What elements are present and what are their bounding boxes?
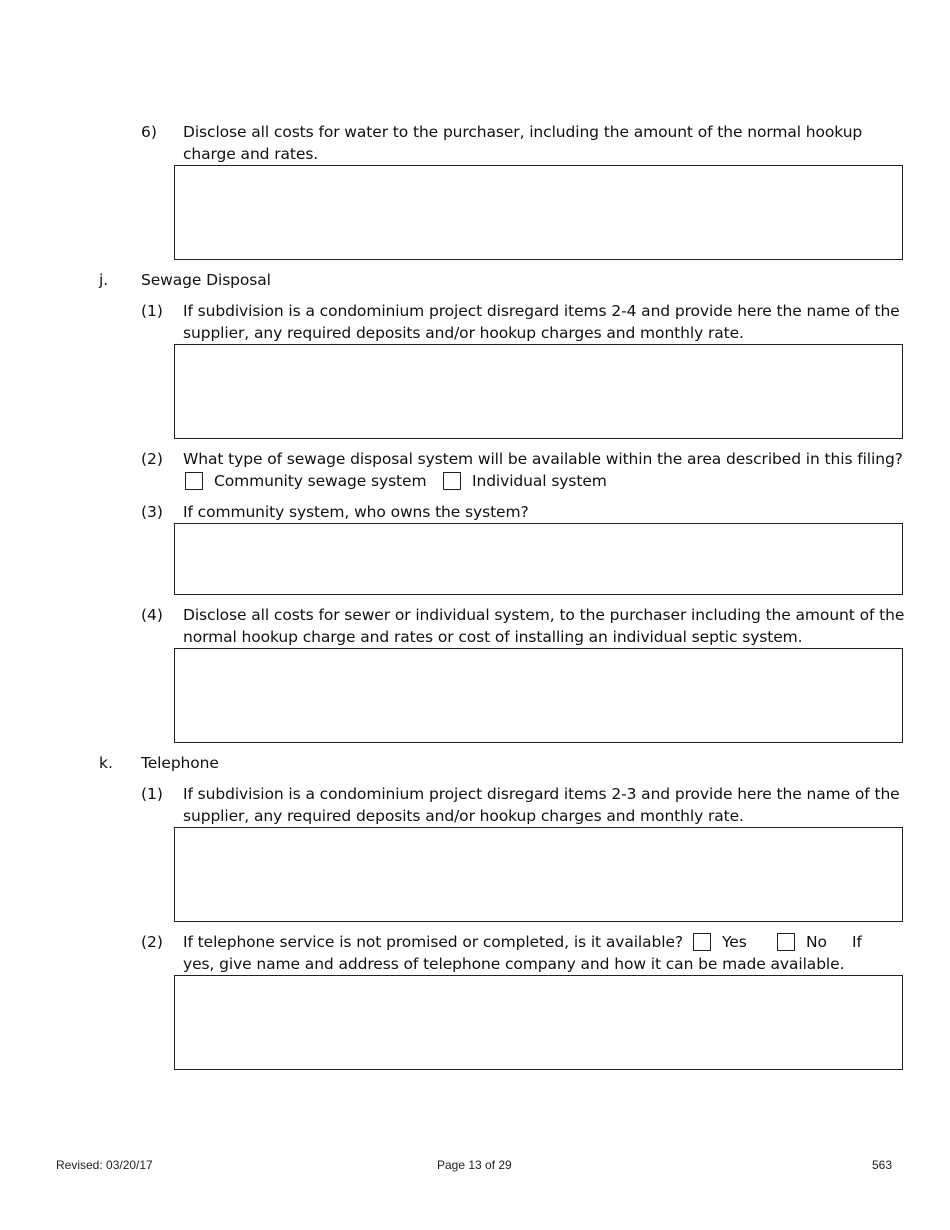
footer-form-number: 563 xyxy=(872,1158,893,1172)
k1-number: (1) xyxy=(141,785,163,803)
community-sewage-checkbox[interactable] xyxy=(185,472,203,490)
system-owner-field[interactable] xyxy=(174,523,903,595)
telephone-no-checkbox[interactable] xyxy=(777,933,795,951)
section-j-letter: j. xyxy=(99,271,109,289)
j1-text-line2: supplier, any required deposits and/or hookup charges and monthly rate. xyxy=(183,324,744,342)
j4-text-line1: Disclose all costs for sewer or individual system, to the purchaser including the amount of the xyxy=(183,606,905,624)
community-sewage-label: Community sewage system xyxy=(214,472,427,490)
footer-revised-date: Revised: 03/20/17 xyxy=(56,1158,153,1172)
j1-number: (1) xyxy=(141,302,163,320)
j1-text-line1: If subdivision is a condominium project disregard items 2-4 and provide here the name of the xyxy=(183,302,900,320)
sewage-supplier-field[interactable] xyxy=(174,344,903,439)
telephone-if-text: If xyxy=(852,933,862,951)
sewer-costs-field[interactable] xyxy=(174,648,903,743)
j2-text-line1: What type of sewage disposal system will be available within the area described in this filing? xyxy=(183,450,903,468)
k1-text-line1: If subdivision is a condominium project disregard items 2-3 and provide here the name of the xyxy=(183,785,900,803)
telephone-supplier-field[interactable] xyxy=(174,827,903,922)
section-k-title: Telephone xyxy=(141,754,219,772)
section-k-letter: k. xyxy=(99,754,113,772)
item-6-text-line1: Disclose all costs for water to the purchaser, including the amount of the normal hookup xyxy=(183,123,863,141)
k2-text-line2: yes, give name and address of telephone company and how it can be made available. xyxy=(183,955,845,973)
telephone-company-field[interactable] xyxy=(174,975,903,1070)
j4-number: (4) xyxy=(141,606,163,624)
section-j-title: Sewage Disposal xyxy=(141,271,271,289)
individual-system-checkbox[interactable] xyxy=(443,472,461,490)
telephone-no-label: No xyxy=(806,933,827,951)
k1-text-line2: supplier, any required deposits and/or hookup charges and monthly rate. xyxy=(183,807,744,825)
item-6-text-line2: charge and rates. xyxy=(183,145,319,163)
j3-text-line1: If community system, who owns the system? xyxy=(183,503,529,521)
j4-text-line2: normal hookup charge and rates or cost of installing an individual septic system. xyxy=(183,628,803,646)
telephone-yes-checkbox[interactable] xyxy=(693,933,711,951)
individual-system-label: Individual system xyxy=(472,472,607,490)
k2-number: (2) xyxy=(141,933,163,951)
k2-text-line1: If telephone service is not promised or completed, is it available? xyxy=(183,933,684,951)
telephone-yes-label: Yes xyxy=(722,933,747,951)
item-6-number: 6) xyxy=(141,123,157,141)
j3-number: (3) xyxy=(141,503,163,521)
footer-page-number: Page 13 of 29 xyxy=(437,1158,512,1172)
water-costs-field[interactable] xyxy=(174,165,903,260)
j2-number: (2) xyxy=(141,450,163,468)
